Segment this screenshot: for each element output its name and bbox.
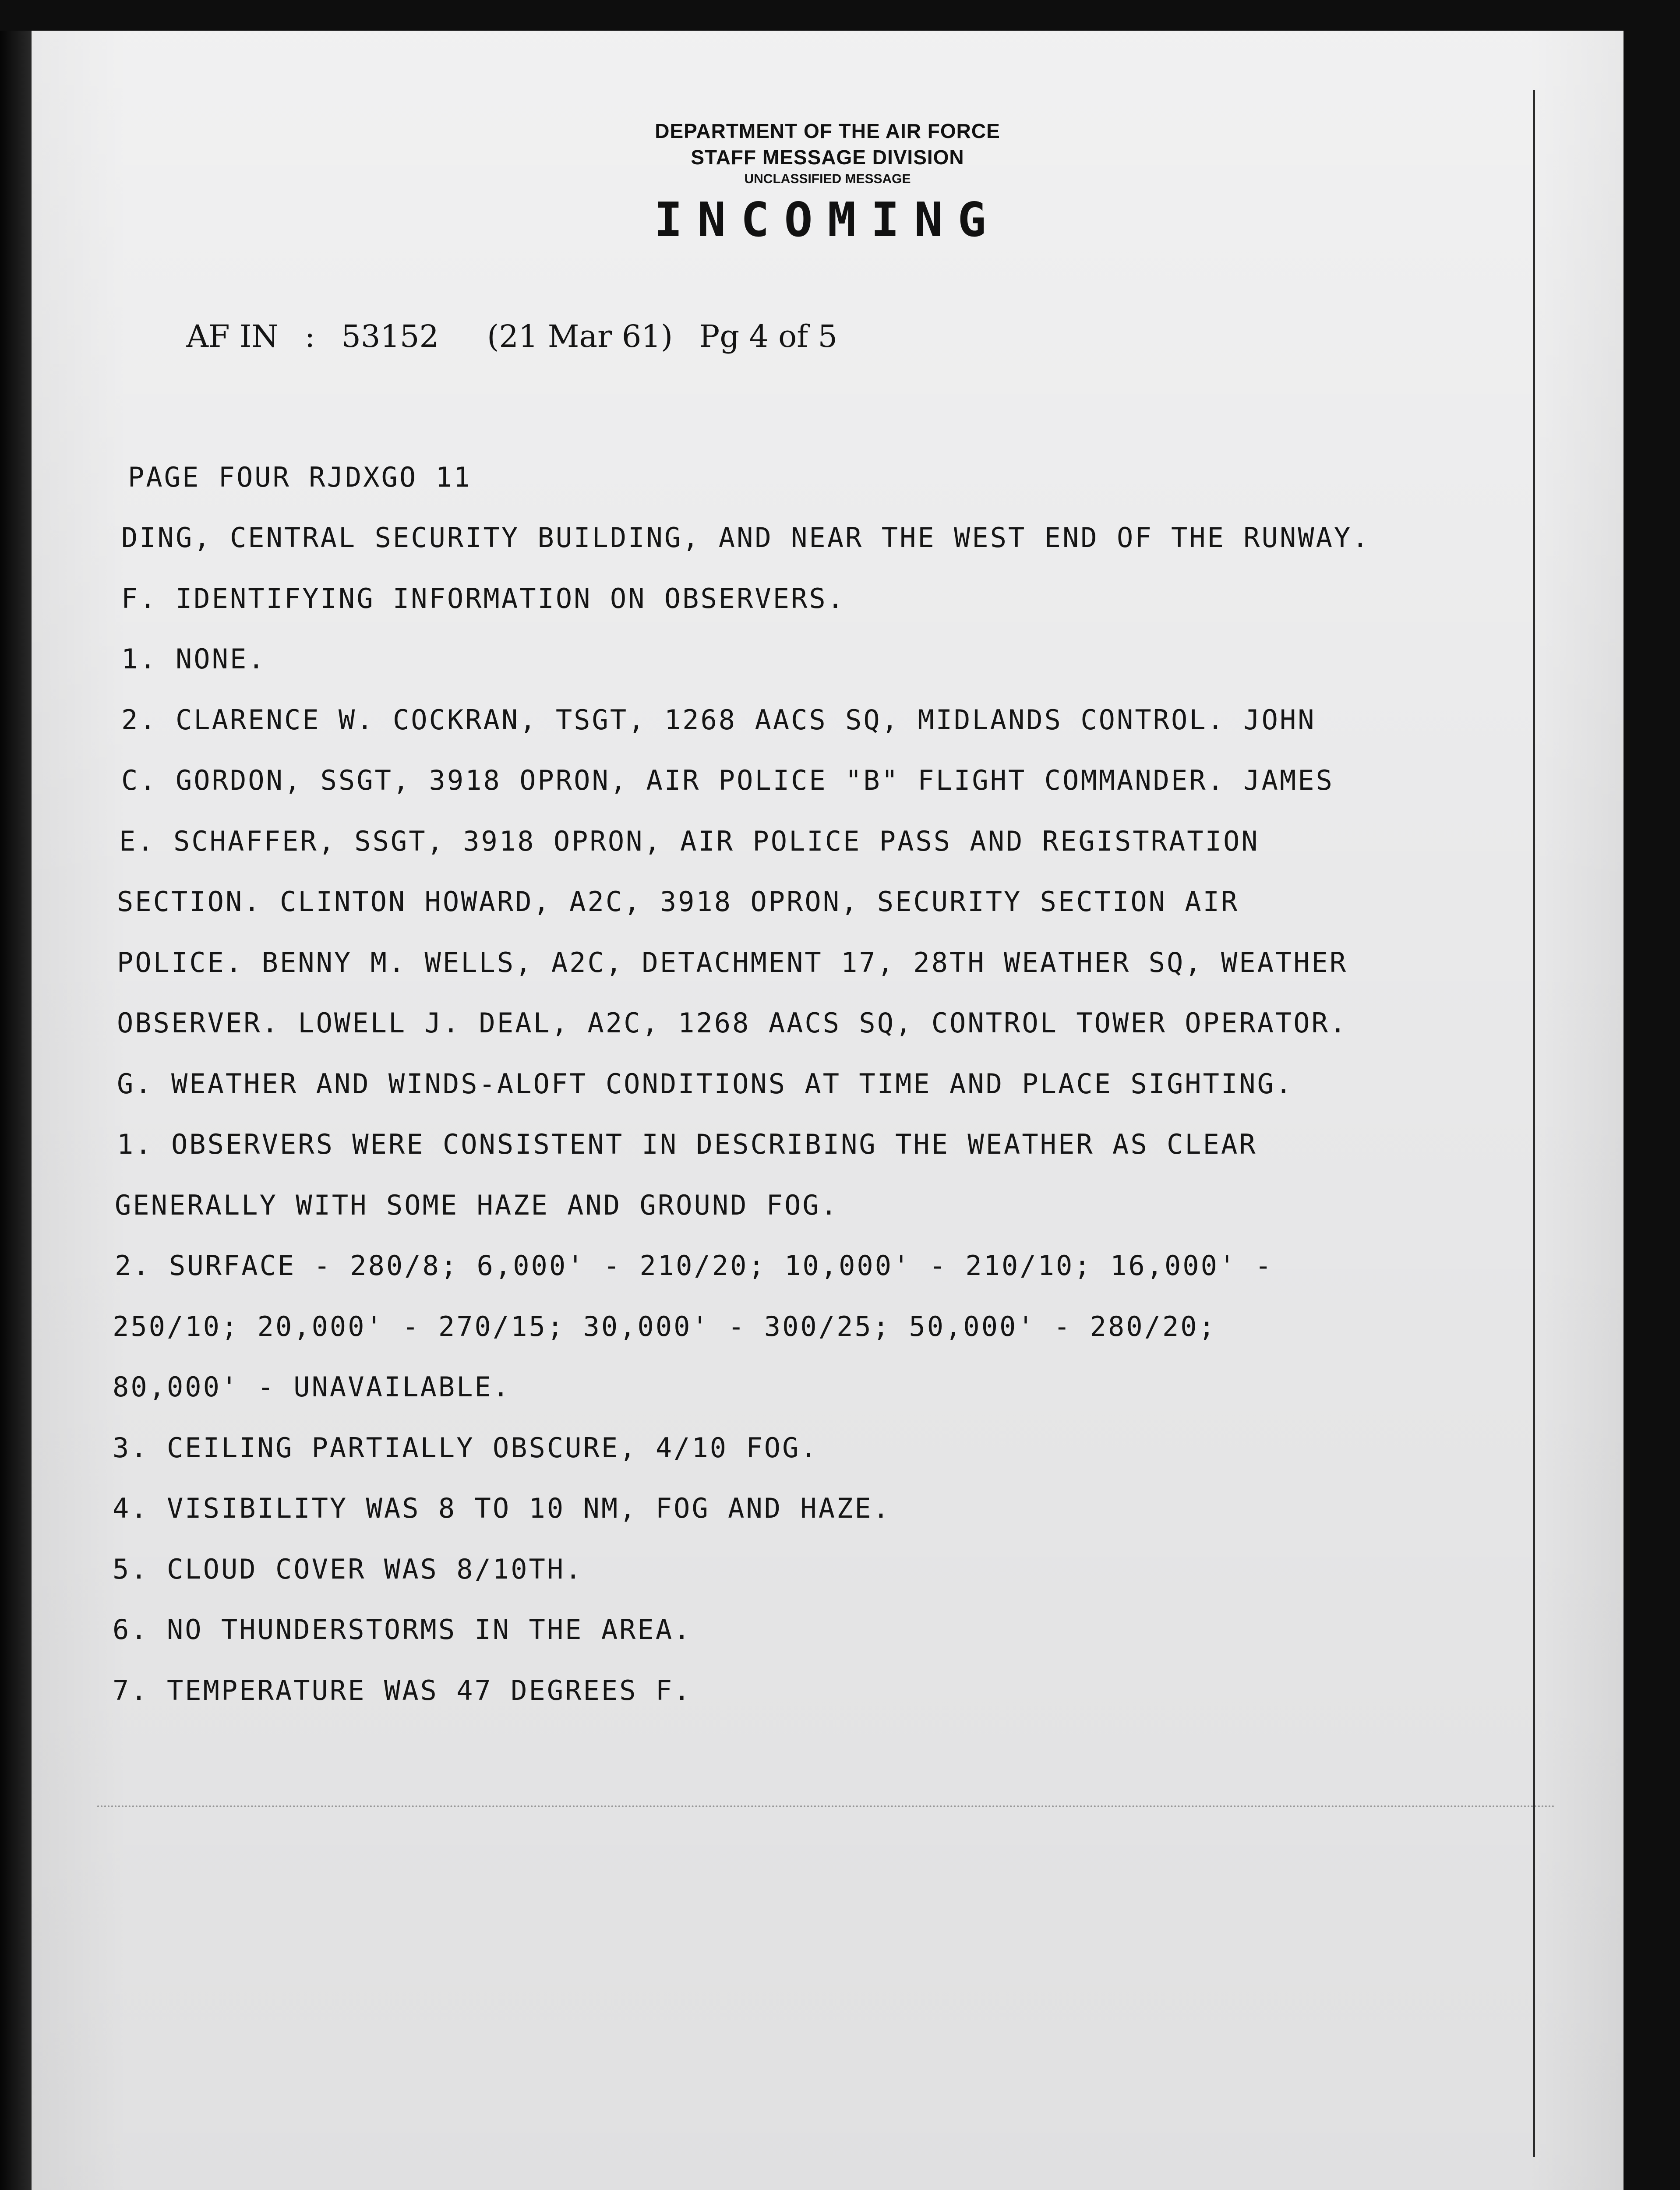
- body-line: POLICE. BENNY M. WELLS, A2C, DETACHMENT 17, 28TH WEATHER SQ, WEATHER: [117, 947, 1348, 978]
- af-in-separator: :: [304, 318, 315, 354]
- body-line: 2. CLARENCE W. COCKRAN, TSGT, 1268 AACS SQ, MIDLANDS CONTROL. JOHN: [121, 704, 1316, 736]
- body-line: E. SCHAFFER, SSGT, 3918 OPRON, AIR POLICE PASS AND REGISTRATION: [119, 825, 1260, 857]
- page-indicator: Pg 4 of 5: [699, 318, 838, 354]
- body-line: 4. VISIBILITY WAS 8 TO 10 NM, FOG AND HAZE.: [113, 1492, 891, 1524]
- body-line: 1. OBSERVERS WERE CONSISTENT IN DESCRIBING THE WEATHER AS CLEAR: [117, 1128, 1257, 1160]
- body-line: OBSERVER. LOWELL J. DEAL, A2C, 1268 AACS SQ, CONTROL TOWER OPERATOR.: [117, 1007, 1348, 1039]
- body-line: 6. NO THUNDERSTORMS IN THE AREA.: [113, 1614, 692, 1646]
- body-line: G. WEATHER AND WINDS-ALOFT CONDITIONS AT TIME AND PLACE SIGHTING.: [117, 1068, 1294, 1100]
- af-in-prefix: AF IN: [186, 318, 279, 354]
- body-line: 3. CEILING PARTIALLY OBSCURE, 4/10 FOG.: [113, 1432, 819, 1464]
- incoming-title: INCOMING: [654, 193, 1001, 247]
- body-line: 250/10; 20,000' - 270/15; 30,000' - 300/25; 50,000' - 280/20;: [113, 1310, 1217, 1342]
- body-line: 80,000' - UNAVAILABLE.: [113, 1371, 511, 1403]
- dotted-separator: [97, 1805, 1556, 1807]
- right-margin-rule: [1533, 90, 1535, 2157]
- message-sheet: [32, 31, 1624, 2190]
- division-heading: STAFF MESSAGE DIVISION: [691, 146, 964, 169]
- message-id-line: [128, 283, 837, 390]
- body-line: 7. TEMPERATURE WAS 47 DEGREES F.: [113, 1674, 692, 1706]
- body-line: C. GORDON, SSGT, 3918 OPRON, AIR POLICE "B" FLIGHT COMMANDER. JAMES: [121, 764, 1334, 796]
- body-line: DING, CENTRAL SECURITY BUILDING, AND NEAR THE WEST END OF THE RUNWAY.: [121, 522, 1370, 554]
- message-date: (21 Mar 61): [487, 318, 673, 354]
- body-line: PAGE FOUR RJDXGO 11: [128, 461, 472, 493]
- classification-heading: UNCLASSIFIED MESSAGE: [744, 172, 911, 186]
- body-line: 1. NONE.: [121, 643, 266, 675]
- body-line: F. IDENTIFYING INFORMATION ON OBSERVERS.: [121, 583, 846, 615]
- scan-edge-shadow: [0, 31, 32, 2190]
- body-line: 2. SURFACE - 280/8; 6,000' - 210/20; 10,000' - 210/10; 16,000' -: [115, 1250, 1273, 1282]
- body-line: 5. CLOUD COVER WAS 8/10TH.: [113, 1553, 583, 1585]
- department-heading: DEPARTMENT OF THE AIR FORCE: [655, 120, 1000, 142]
- af-in-number: 53152: [341, 318, 439, 354]
- body-line: SECTION. CLINTON HOWARD, A2C, 3918 OPRON, SECURITY SECTION AIR: [117, 886, 1239, 918]
- body-line: GENERALLY WITH SOME HAZE AND GROUND FOG.: [115, 1189, 839, 1221]
